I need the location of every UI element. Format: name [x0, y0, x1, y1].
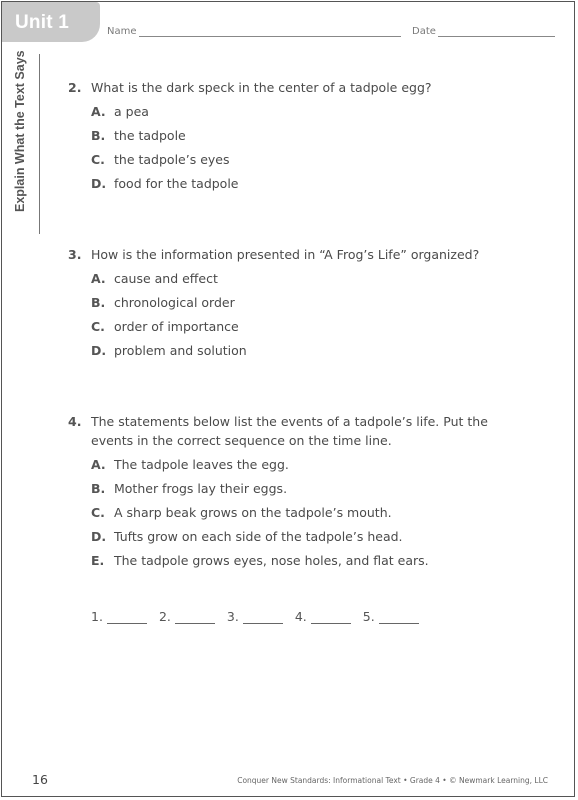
option-letter: B.: [91, 295, 106, 310]
event-item: [91, 503, 511, 527]
timeline-slot-1[interactable]: [91, 609, 147, 624]
timeline-slot-3[interactable]: [227, 609, 283, 624]
page-number: 16: [32, 772, 48, 787]
unit-label: Unit 1: [15, 12, 69, 33]
answer-option[interactable]: [91, 293, 511, 317]
option-letter: D.: [91, 176, 107, 191]
question-4: [68, 412, 511, 575]
option-text: the tadpole: [114, 128, 186, 143]
option-text: Mother frogs lay their eggs.: [114, 481, 288, 496]
event-list: [91, 455, 511, 575]
answer-blank[interactable]: [311, 611, 351, 624]
timeline-slot-5[interactable]: [363, 609, 419, 624]
option-text: the tadpole’s eyes: [114, 152, 230, 167]
question-text: What is the dark speck in the center of a tadpole egg?: [91, 80, 432, 95]
question-text: The statements below list the events of a tadpole’s life. Put the events in the correct sequence on the time line.: [91, 414, 488, 448]
date-line[interactable]: [438, 26, 555, 37]
answer-option[interactable]: [91, 317, 511, 341]
timeline-slot-4[interactable]: [295, 609, 351, 624]
event-item: [91, 551, 511, 575]
option-text: chronological order: [114, 295, 235, 310]
section-divider: [39, 54, 40, 234]
option-letter: E.: [91, 553, 105, 568]
answer-blank[interactable]: [175, 611, 215, 624]
option-text: Tufts grow on each side of the tadpole’s head.: [114, 529, 403, 544]
option-letter: A.: [91, 457, 106, 472]
option-text: problem and solution: [114, 343, 247, 358]
question-number: 3.: [68, 247, 82, 262]
unit-tab: [2, 2, 100, 42]
answer-option[interactable]: [91, 174, 511, 198]
name-field[interactable]: [107, 26, 401, 37]
date-label: Date: [412, 26, 436, 37]
question-2: [68, 78, 511, 198]
option-text: cause and effect: [114, 271, 218, 286]
option-letter: A.: [91, 104, 106, 119]
footer-credit: Conquer New Standards: Informational Text • Grade 4 • © Newmark Learning, LLC: [237, 776, 548, 785]
option-text: A sharp beak grows on the tadpole’s mouth.: [114, 505, 392, 520]
question-3: [68, 245, 511, 365]
slot-number: 3.: [226, 609, 239, 624]
date-field[interactable]: [412, 26, 555, 37]
option-text: a pea: [114, 104, 149, 119]
option-text: The tadpole grows eyes, nose holes, and flat ears.: [114, 553, 429, 568]
answer-options: [91, 102, 511, 198]
question-text: How is the information presented in “A Frog’s Life” organized?: [91, 247, 480, 262]
question-number: 4.: [68, 414, 82, 429]
answer-option[interactable]: [91, 341, 511, 365]
option-letter: C.: [91, 505, 105, 520]
answer-option[interactable]: [91, 102, 511, 126]
slot-number: 2.: [158, 609, 171, 624]
answer-option[interactable]: [91, 150, 511, 174]
option-letter: A.: [91, 271, 106, 286]
answer-option[interactable]: [91, 126, 511, 150]
answer-option[interactable]: [91, 269, 511, 293]
timeline-slot-2[interactable]: [159, 609, 215, 624]
option-text: order of importance: [114, 319, 239, 334]
question-number: 2.: [68, 80, 82, 95]
name-line[interactable]: [139, 26, 401, 37]
slot-number: 5.: [362, 609, 375, 624]
option-letter: C.: [91, 152, 105, 167]
section-title: Explain What the Text Says: [13, 50, 27, 212]
event-item: [91, 455, 511, 479]
answer-blank[interactable]: [107, 611, 147, 624]
option-letter: B.: [91, 481, 106, 496]
name-label: Name: [107, 26, 137, 37]
event-item: [91, 527, 511, 551]
option-text: The tadpole leaves the egg.: [114, 457, 289, 472]
option-letter: D.: [91, 343, 107, 358]
option-letter: B.: [91, 128, 106, 143]
answer-blank[interactable]: [243, 611, 283, 624]
time-line: [91, 609, 431, 624]
slot-number: 4.: [294, 609, 307, 624]
answer-blank[interactable]: [379, 611, 419, 624]
option-text: food for the tadpole: [114, 176, 239, 191]
event-item: [91, 479, 511, 503]
option-letter: C.: [91, 319, 105, 334]
answer-options: [91, 269, 511, 365]
slot-number: 1.: [91, 609, 103, 624]
option-letter: D.: [91, 529, 107, 544]
